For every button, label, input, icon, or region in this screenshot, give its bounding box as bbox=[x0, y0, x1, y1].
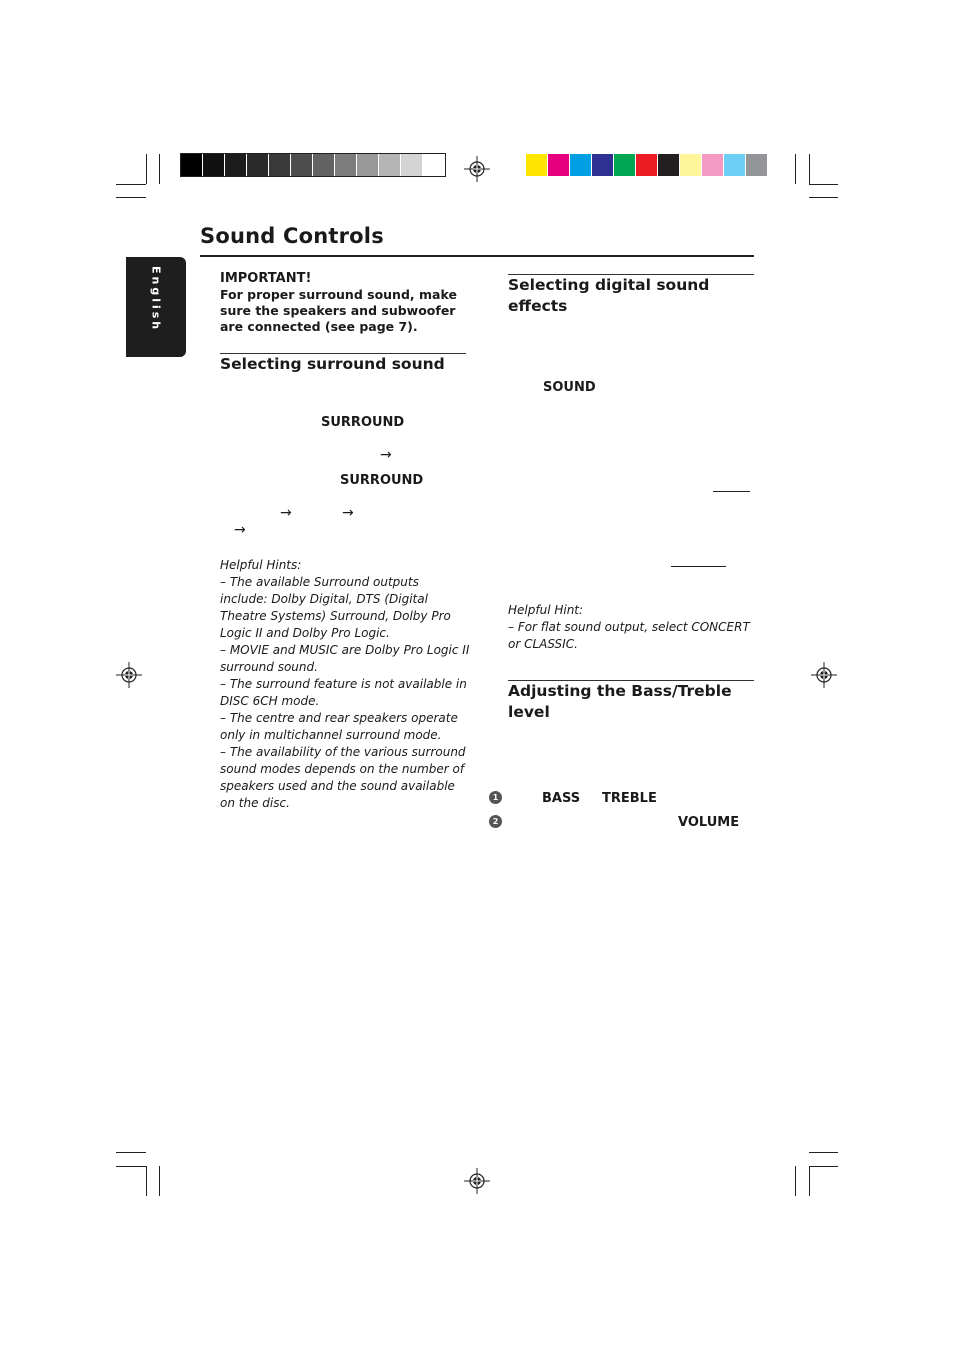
language-tab-label: English bbox=[149, 266, 163, 333]
hint-line: Helpful Hints: bbox=[220, 558, 302, 572]
color-swatch bbox=[526, 154, 548, 176]
grayscale-calibration-bar bbox=[181, 154, 445, 176]
color-swatch bbox=[423, 154, 445, 176]
color-swatch bbox=[357, 154, 379, 176]
crop-mark bbox=[809, 184, 838, 185]
color-swatch bbox=[680, 154, 702, 176]
surround-keyword: SURROUND bbox=[340, 473, 424, 488]
arrow-symbol: → bbox=[234, 522, 246, 538]
registration-mark-icon bbox=[116, 662, 142, 688]
hint-line: – The surround feature is not available in DISC 6CH mode. bbox=[220, 677, 467, 708]
helpful-hint bbox=[508, 602, 758, 653]
color-swatch bbox=[658, 154, 680, 176]
color-swatch bbox=[614, 154, 636, 176]
underline-mark bbox=[713, 491, 750, 492]
hint-line: – The availability of the various surround sound modes depends on the number of speakers used and the sound available on the disc. bbox=[220, 745, 466, 810]
color-swatch bbox=[335, 154, 357, 176]
crop-mark bbox=[809, 154, 810, 184]
hint-line: – The centre and rear speakers operate only in multichannel surround mode. bbox=[220, 711, 458, 742]
color-calibration-bar bbox=[526, 154, 768, 176]
crop-mark bbox=[809, 1152, 838, 1153]
treble-keyword: TREBLE bbox=[602, 791, 657, 806]
registration-mark-icon bbox=[811, 662, 837, 688]
surround-heading: Selecting surround sound bbox=[220, 355, 445, 373]
hint-line: – MOVIE and MUSIC are Dolby Pro Logic II surround sound. bbox=[220, 643, 470, 674]
hint-line: – The available Surround outputs include: Dolby Digital, DTS (Digital Theatre Systems) Surround, Dolby Pro Logic II and Dolby Pro Logic. bbox=[220, 575, 451, 640]
crop-mark bbox=[159, 154, 160, 184]
crop-mark bbox=[795, 1166, 796, 1196]
hint-line: – For flat sound output, select CONCERT or CLASSIC. bbox=[508, 620, 750, 651]
color-swatch bbox=[203, 154, 225, 176]
color-swatch bbox=[592, 154, 614, 176]
important-body: For proper surround sound, make sure the speakers and subwoofer are connected (see page 7). bbox=[220, 287, 457, 334]
crop-mark bbox=[116, 1152, 146, 1153]
color-swatch bbox=[401, 154, 423, 176]
important-heading: IMPORTANT! bbox=[220, 271, 312, 286]
color-swatch bbox=[702, 154, 724, 176]
arrow-symbol: → bbox=[380, 447, 392, 463]
effects-heading: Selecting digital sound effects bbox=[508, 276, 710, 315]
helpful-hints bbox=[220, 557, 470, 812]
hint-line: Helpful Hint: bbox=[508, 603, 584, 617]
color-swatch bbox=[291, 154, 313, 176]
registration-mark-icon bbox=[464, 156, 490, 182]
color-swatch bbox=[379, 154, 401, 176]
crop-mark bbox=[116, 1166, 146, 1167]
color-swatch bbox=[269, 154, 291, 176]
sound-keyword: SOUND bbox=[543, 380, 596, 395]
color-swatch bbox=[313, 154, 335, 176]
crop-mark bbox=[795, 154, 796, 184]
color-swatch bbox=[225, 154, 247, 176]
surround-keyword: SURROUND bbox=[321, 415, 405, 430]
bass-keyword: BASS bbox=[542, 791, 581, 806]
registration-mark-icon bbox=[464, 1168, 490, 1194]
arrow-symbol: → bbox=[342, 505, 354, 521]
volume-keyword: VOLUME bbox=[678, 815, 740, 830]
color-swatch bbox=[636, 154, 658, 176]
crop-mark bbox=[146, 154, 147, 184]
bass-treble-heading: Adjusting the Bass/Treble level bbox=[508, 682, 732, 721]
crop-mark bbox=[809, 197, 838, 198]
color-swatch bbox=[724, 154, 746, 176]
color-swatch bbox=[570, 154, 592, 176]
arrow-symbol: → bbox=[280, 505, 292, 521]
title-rule bbox=[200, 255, 754, 257]
crop-mark bbox=[809, 1166, 838, 1167]
crop-mark bbox=[116, 184, 146, 185]
crop-mark bbox=[809, 1166, 810, 1196]
step-number-icon: 1 bbox=[489, 791, 502, 804]
color-swatch bbox=[181, 154, 203, 176]
step-number-icon: 2 bbox=[489, 815, 502, 828]
crop-mark bbox=[146, 1166, 147, 1196]
underline-mark bbox=[671, 566, 726, 567]
crop-mark bbox=[116, 197, 146, 198]
crop-mark bbox=[159, 1166, 160, 1196]
color-swatch bbox=[746, 154, 768, 176]
color-swatch bbox=[247, 154, 269, 176]
color-swatch bbox=[548, 154, 570, 176]
page-title: Sound Controls bbox=[200, 224, 384, 248]
